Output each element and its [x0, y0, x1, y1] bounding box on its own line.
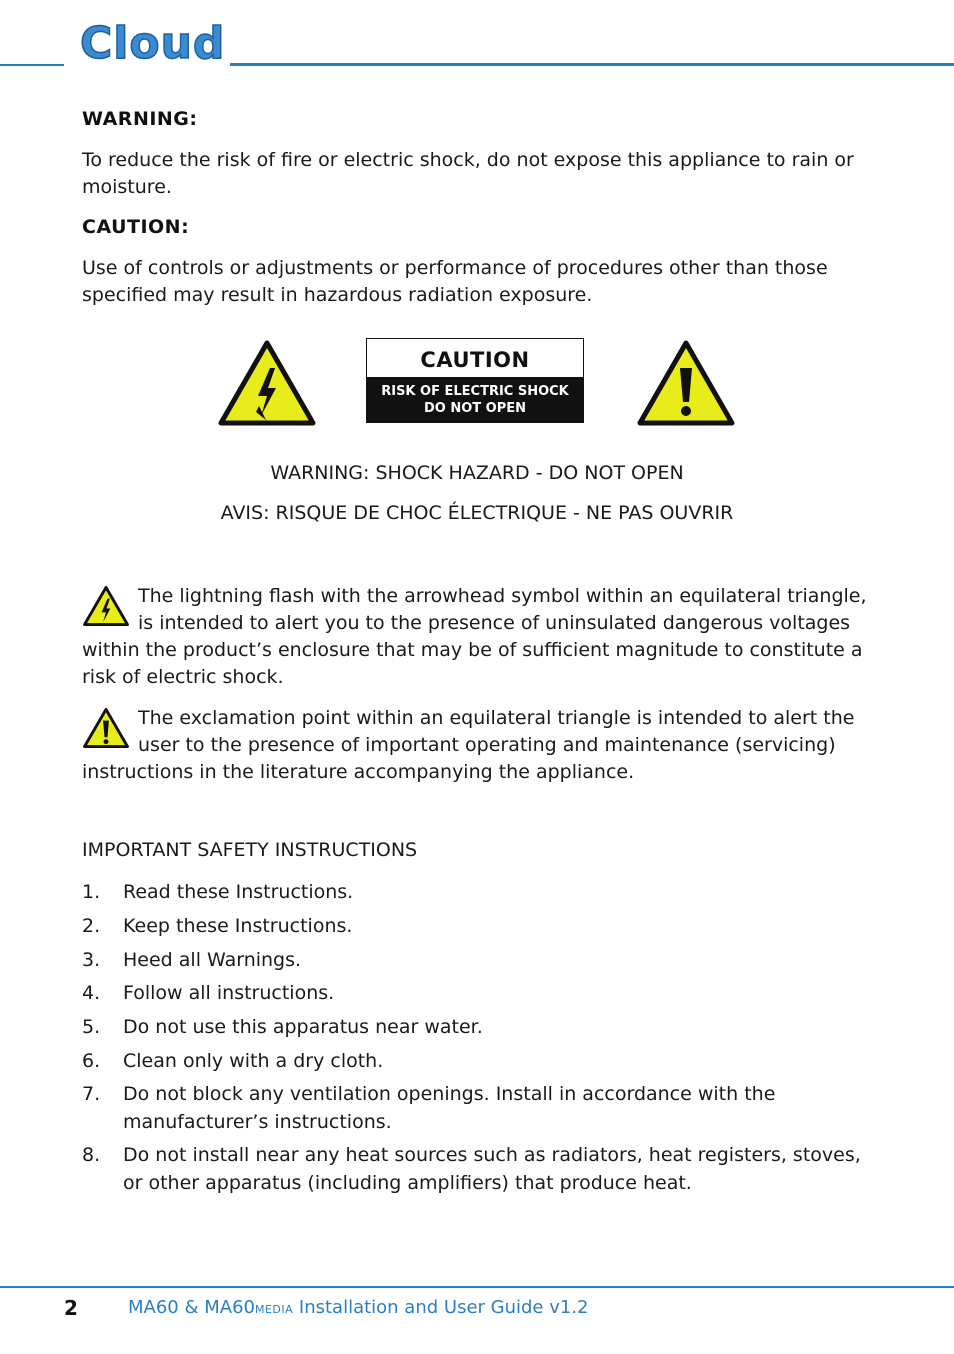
list-item-text: Do not install near any heat sources such as radiators, heat registers, stoves, or other apparatus (including amplifiers) that produce heat.: [123, 1144, 861, 1194]
page-number: 2: [64, 1296, 78, 1320]
document-title-smallcaps: MEDIA: [254, 1303, 294, 1316]
lightning-small-icon: [82, 585, 130, 627]
list-item-text: Do not use this apparatus near water.: [123, 1016, 483, 1038]
warning-label: WARNING:: [82, 108, 198, 130]
header-rule-left: [0, 64, 64, 66]
document-title-part2: Installation and User Guide v1.2: [293, 1297, 589, 1318]
caution-label: CAUTION:: [82, 216, 190, 238]
brand-logo: Cloud: [80, 18, 226, 69]
list-item-number: 8.: [82, 1144, 101, 1166]
caution-sticker-line1: RISK OF ELECTRIC SHOCK: [381, 384, 569, 399]
list-item-number: 1.: [82, 881, 101, 903]
list-item-text: Heed all Warnings.: [123, 949, 302, 971]
footer-rule: [0, 1286, 954, 1288]
document-title: [128, 1297, 589, 1318]
list-item-number: 2.: [82, 915, 101, 937]
caution-sticker-subtext: [367, 377, 583, 423]
caution-text: Use of controls or adjustments or performance of procedures other than those specified may result in hazardous radiation exposure.: [82, 257, 828, 306]
instructions-title: IMPORTANT SAFETY INSTRUCTIONS: [82, 839, 418, 861]
list-item-number: 4.: [82, 982, 101, 1004]
warning-text: To reduce the risk of fire or electric shock, do not expose this appliance to rain or moisture.: [82, 149, 854, 198]
list-item-text: Follow all instructions.: [123, 982, 335, 1004]
exclamation-small-icon: [82, 707, 130, 749]
caution-sticker-title: CAUTION: [367, 339, 583, 377]
list-item-number: 6.: [82, 1050, 101, 1072]
list-item-number: 7.: [82, 1083, 101, 1105]
list-item-text: Do not block any ventilation openings. Install in accordance with the manufacturer’s instructions.: [123, 1083, 776, 1133]
document-title-part1: MA60 & MA60: [128, 1297, 255, 1318]
hazard-warning-english: WARNING: SHOCK HAZARD - DO NOT OPEN: [270, 462, 684, 484]
list-item-text: Read these Instructions.: [123, 881, 354, 903]
lightning-warning-icon: [218, 340, 316, 426]
list-item-number: 3.: [82, 949, 101, 971]
list-item-text: Clean only with a dry cloth.: [123, 1050, 384, 1072]
lightning-symbol-explanation: [82, 583, 872, 691]
exclamation-symbol-explanation: [82, 705, 872, 786]
header-rule-right: [230, 63, 954, 66]
caution-sticker: [366, 338, 584, 423]
list-item-text: Keep these Instructions.: [123, 915, 353, 937]
lightning-explanation-text: The lightning flash with the arrowhead symbol within an equilateral triangle, is intended to alert you to the presence of uninsulated dangerous voltages within the product’s enclosure that may be of sufficient magnitude to constitute a risk of electric shock.: [82, 585, 867, 688]
exclamation-warning-icon: [637, 340, 735, 426]
list-item-number: 5.: [82, 1016, 101, 1038]
caution-sticker-line2: DO NOT OPEN: [423, 401, 527, 416]
exclamation-explanation-text: The exclamation point within an equilateral triangle is intended to alert the user to the presence of important operating and maintenance (servicing) instructions in the literature accompanying the appliance.: [82, 707, 855, 783]
hazard-warning-french: AVIS: RISQUE DE CHOC ÉLECTRIQUE - NE PAS OUVRIR: [220, 502, 734, 524]
